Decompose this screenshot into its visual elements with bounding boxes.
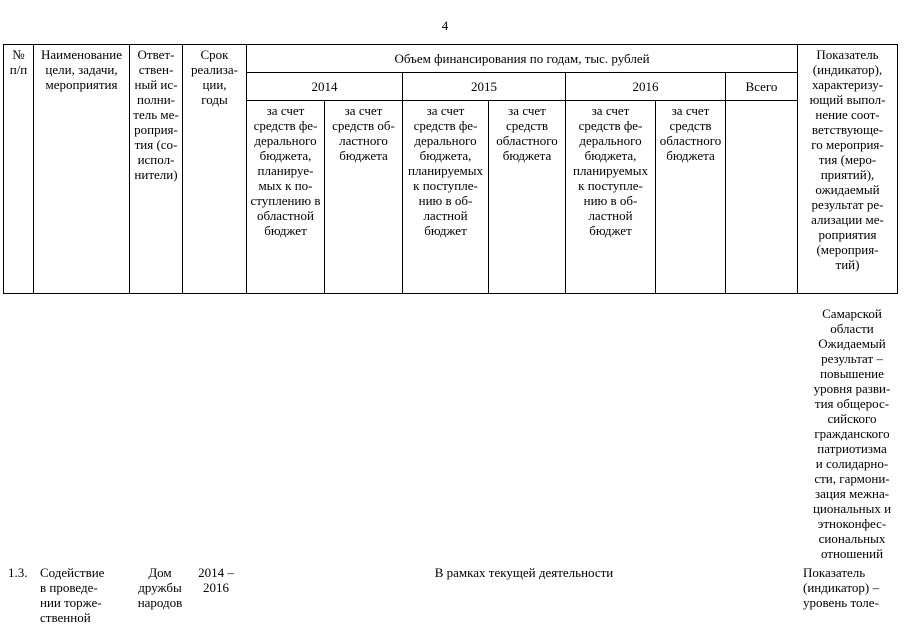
reg-2016-header: за счет средств областного бюджета	[656, 101, 726, 294]
col-funding-header: Объем финансирования по годам, тыс. рублей	[247, 45, 798, 73]
page-number: 4	[441, 18, 449, 33]
year-2014-header: 2014	[247, 73, 403, 101]
indicator-continuation: Самарской области Ожидаемый результат – повышение уровня разви- тия общерос- сийского гражданского патриотизма и солидарно- сти, гармони- зация межна- циональных и этноконфес- сиональных отношений	[812, 306, 892, 561]
col-number-header: № п/п	[4, 45, 34, 294]
reg-2015-header: за счет средств областного бюджета	[489, 101, 566, 294]
row-1-3-funding-note: В рамках текущей деятельности	[434, 565, 614, 580]
year-2016-header: 2016	[566, 73, 726, 101]
reg-2014-header: за счет средств об- ластного бюджета	[325, 101, 403, 294]
fed-2014-header: за счет средств фе- дерального бюджета, планируе- мых к по- ступлению в областной бюджет	[247, 101, 325, 294]
row-1-3-term: 2014 – 2016	[198, 565, 234, 595]
total-header: Всего	[726, 73, 798, 101]
header-table	[3, 44, 898, 294]
col-responsible-header: Ответ- ствен- ный ис- полни- тель ме- роприя- тия (со- испол- нители)	[130, 45, 183, 294]
year-2015-header: 2015	[403, 73, 566, 101]
fed-2016-header: за счет средств фе- дерального бюджета, планируемых к поступле- нию в об- ластной бюджет	[566, 101, 656, 294]
table-body	[0, 298, 905, 640]
row-1-3-indicator: Показатель (индикатор) – уровень толе-	[803, 565, 879, 610]
row-1-3-name: Содействие в проведе- нии торже- ственной	[40, 565, 105, 625]
row-1-3-responsible: Дом дружбы народов	[137, 565, 183, 610]
row-1-3-number: 1.3.	[8, 565, 28, 580]
total-subheader-empty	[726, 101, 798, 294]
col-indicator-header: Показатель (индикатор), характеризу- ющий выпол- нение соот- ветствующе- го мероприя- тия (меро- приятий), ожидаемый результат ре- ализации ме- роприятия (мероприя- тий)	[798, 45, 898, 294]
col-term-header: Срок реализа- ции, годы	[183, 45, 247, 294]
col-name-header: Наименование цели, задачи, мероприятия	[34, 45, 130, 294]
fed-2015-header: за счет средств фе- дерального бюджета, планируемых к поступле- нию в об- ластной бюджет	[403, 101, 489, 294]
